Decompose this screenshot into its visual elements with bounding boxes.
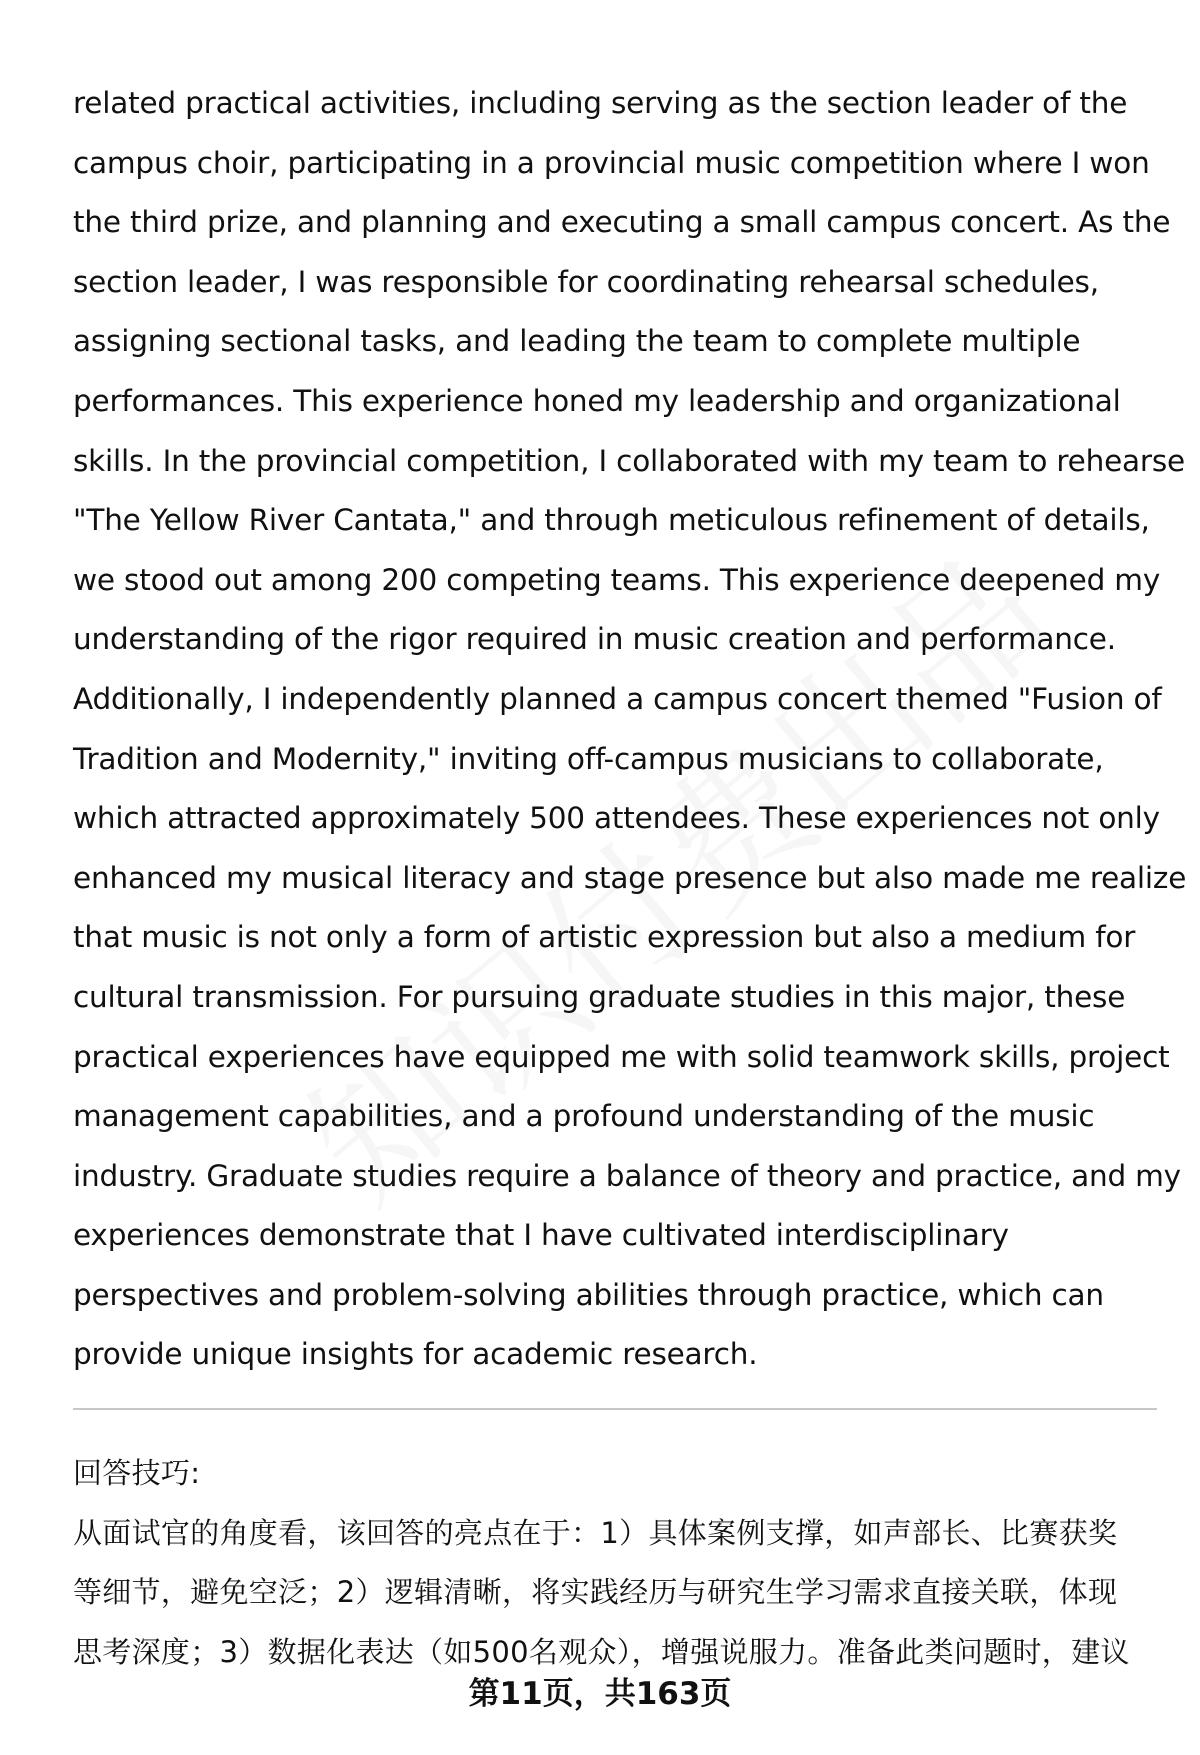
answer-tips [73, 1444, 1163, 1682]
text-line: campus choir, participating in a provincial music competition where I won [73, 145, 1150, 180]
text-line: experiences demonstrate that I have cultivated interdisciplinary [73, 1218, 1009, 1253]
text-line: the third prize, and planning and executing a small campus concert. As the [73, 205, 1171, 240]
text-line: practical experiences have equipped me with solid teamwork skills, project [73, 1039, 1170, 1074]
text-line: industry. Graduate studies require a balance of theory and practice, and my [73, 1158, 1181, 1193]
text-line: perspectives and problem-solving abilities through practice, which can [73, 1277, 1104, 1312]
text-line: management capabilities, and a profound understanding of the music [73, 1099, 1095, 1134]
text-line: "The Yellow River Cantata," and through meticulous refinement of details, [73, 503, 1150, 538]
text-line: understanding of the rigor required in music creation and performance. [73, 622, 1116, 657]
text-line: assigning sectional tasks, and leading the team to complete multiple [73, 324, 1081, 359]
section-divider [73, 1408, 1157, 1410]
answer-paragraph [73, 74, 1187, 1385]
text-line: we stood out among 200 competing teams. This experience deepened my [73, 562, 1161, 597]
tips-heading: 回答技巧: [73, 1456, 201, 1490]
text-line: cultural transmission. For pursuing graduate studies in this major, these [73, 979, 1126, 1014]
text-line: Tradition and Modernity," inviting off-campus musicians to collaborate, [73, 741, 1104, 776]
text-line: that music is not only a form of artistic expression but also a medium for [73, 920, 1136, 955]
text-line: section leader, I was responsible for coordinating rehearsal schedules, [73, 264, 1099, 299]
tips-line: 从面试官的角度看，该回答的亮点在于：1）具体案例支撑，如声部长、比赛获奖 [73, 1515, 1118, 1550]
text-line: related practical activities, including serving as the section leader of the [73, 86, 1128, 120]
text-line: enhanced my musical literacy and stage presence but also made me realize [73, 860, 1187, 895]
tips-line: 思考深度；3）数据化表达（如500名观众），增强说服力。准备此类问题时，建议 [73, 1634, 1130, 1669]
tips-line: 等细节，避免空泛；2）逻辑清晰，将实践经历与研究生学习需求直接关联，体现 [73, 1575, 1118, 1610]
text-line: performances. This experience honed my leadership and organizational [73, 383, 1121, 418]
text-line: which attracted approximately 500 attendees. These experiences not only [73, 801, 1160, 836]
text-line: provide unique insights for academic research. [73, 1337, 758, 1372]
text-line: skills. In the provincial competition, I collaborated with my team to rehearse [73, 443, 1185, 478]
text-line: Additionally, I independently planned a campus concert themed "Fusion of [73, 681, 1162, 716]
page-number: 第11页，共163页 [468, 1676, 732, 1712]
